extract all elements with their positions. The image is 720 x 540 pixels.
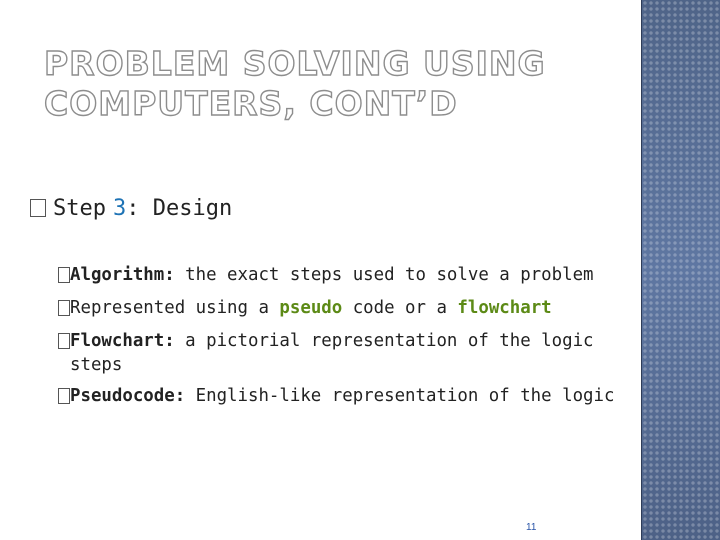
- slide-title: [44, 44, 604, 124]
- step-number: 3: [112, 195, 127, 221]
- definition-algorithm: the exact steps used to solve a problem: [174, 265, 594, 285]
- title-line-2: COMPUTERS, CONT’D: [44, 84, 458, 123]
- term-pseudocode: Pseudocode:: [70, 386, 186, 406]
- definition-pseudocode: English-like representation of the logic: [185, 386, 615, 406]
- highlight-flowchart: flowchart: [457, 298, 552, 318]
- step-label: : Design: [126, 195, 233, 221]
- represented-prefix: Represented using a: [70, 298, 280, 318]
- term-flowchart: Flowchart:: [70, 331, 175, 351]
- step-word: Step: [53, 195, 106, 221]
- bullet-step-3: [30, 192, 232, 224]
- definition-flowchart-continued: steps: [70, 355, 123, 375]
- page-number: 11: [526, 522, 537, 533]
- bullet-box-icon: [58, 388, 70, 404]
- bullet-box-icon: [58, 333, 70, 349]
- bullet-box-icon: [58, 300, 70, 316]
- sub-bullet-represented: [58, 292, 628, 325]
- represented-middle: code or a: [342, 298, 458, 318]
- definition-flowchart: a pictorial representation of the logic: [174, 331, 594, 351]
- sub-bullet-flowchart: [58, 325, 628, 376]
- sub-bullet-list: [58, 259, 628, 413]
- highlight-pseudo: pseudo: [279, 298, 343, 318]
- sub-bullet-algorithm: [58, 259, 628, 292]
- title-line-1: PROBLEM SOLVING USING: [44, 44, 546, 83]
- term-algorithm: Algorithm:: [70, 265, 175, 285]
- sub-bullet-pseudocode: [58, 380, 628, 413]
- bullet-box-icon: [58, 267, 70, 283]
- bullet-box-icon: [30, 199, 46, 217]
- decorative-side-band: [641, 0, 720, 540]
